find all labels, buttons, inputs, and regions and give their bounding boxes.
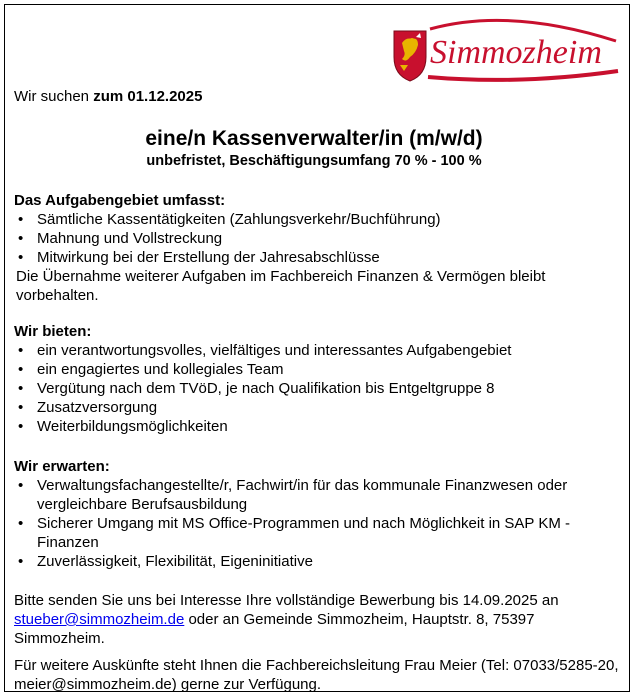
expect-section [14, 457, 620, 571]
tasks-note: Die Übernahme weiterer Aufgaben im Fachbereich Finanzen & Vermögen bleibt vorbehalten. [16, 268, 546, 304]
logo-wordmark: Simmozheim [430, 34, 602, 71]
list-item: • Weiterbildungsmöglichkeiten [18, 418, 228, 435]
simmozheim-logo [390, 13, 622, 85]
offer-section [14, 322, 620, 436]
bullet-icon: • [18, 477, 24, 494]
expect-list [14, 476, 620, 571]
job-subtitle: unbefristet, Beschäftigungsumfang 70 % - 100 % [146, 153, 482, 169]
bullet-icon: • [18, 380, 24, 397]
application-email-link[interactable]: stueber@simmozheim.de [14, 611, 185, 628]
start-date-line [14, 88, 202, 105]
list-item: • ein engagiertes und kollegiales Team [18, 361, 284, 378]
list-item: • Zuverlässigkeit, Flexibilität, Eigeninitiative [18, 553, 313, 570]
list-item: • Verwaltungsfachangestellte/r, Fachwirt/in für das kommunale Finanzwesen oder vergleichbare Berufsausbildung [18, 477, 568, 513]
bullet-icon: • [18, 342, 24, 359]
bullet-icon: • [18, 553, 24, 570]
bullet-icon: • [18, 230, 24, 247]
apply-text-after: oder an Gemeinde Simmozheim, Hauptstr. 8, 75397 Simmozheim. [14, 611, 535, 647]
list-item: • Mitwirkung bei der Erstellung der Jahresabschlüsse [18, 249, 380, 266]
contact-text: Für weitere Auskünfte steht Ihnen die Fachbereichsleitung Frau Meier (Tel: 07033/5285-20, meier@simmozheim.de) gerne zur Verfügung. [14, 657, 619, 692]
intro-prefix: Wir suchen [14, 88, 94, 105]
tasks-heading: Das Aufgabengebiet umfasst: [14, 192, 226, 209]
bullet-icon: • [18, 515, 24, 532]
list-item: • ein verantwortungsvolles, vielfältiges und interessantes Aufgabengebiet [18, 342, 512, 359]
job-title: eine/n Kassenverwalter/in (m/w/d) [145, 127, 483, 150]
tasks-section [14, 191, 620, 305]
bullet-icon: • [18, 361, 24, 378]
bullet-icon: • [18, 418, 24, 435]
tasks-list [14, 210, 620, 267]
bullet-icon: • [18, 211, 24, 228]
application-paragraph [14, 591, 620, 648]
bullet-icon: • [18, 249, 24, 266]
coat-of-arms-icon [394, 31, 426, 81]
expect-heading: Wir erwarten: [14, 458, 110, 475]
job-ad [4, 4, 630, 692]
list-item: • Mahnung und Vollstreckung [18, 230, 223, 247]
offer-heading: Wir bieten: [14, 323, 92, 340]
contact-paragraph [14, 656, 620, 692]
list-item: • Sicherer Umgang mit MS Office-Programmen und nach Möglichkeit in SAP KM - Finanzen [18, 515, 570, 551]
list-item: • Vergütung nach dem TVöD, je nach Qualifikation bis Entgeltgruppe 8 [18, 380, 495, 397]
start-date: zum 01.12.2025 [93, 88, 203, 105]
list-item: • Sämtliche Kassentätigkeiten (Zahlungsverkehr/Buchführung) [18, 211, 441, 228]
list-item: • Zusatzversorgung [18, 399, 158, 416]
bullet-icon: • [18, 399, 24, 416]
offer-list [14, 341, 620, 436]
apply-text-before: Bitte senden Sie uns bei Interesse Ihre vollständige Bewerbung bis 14.09.2025 an [14, 592, 559, 609]
